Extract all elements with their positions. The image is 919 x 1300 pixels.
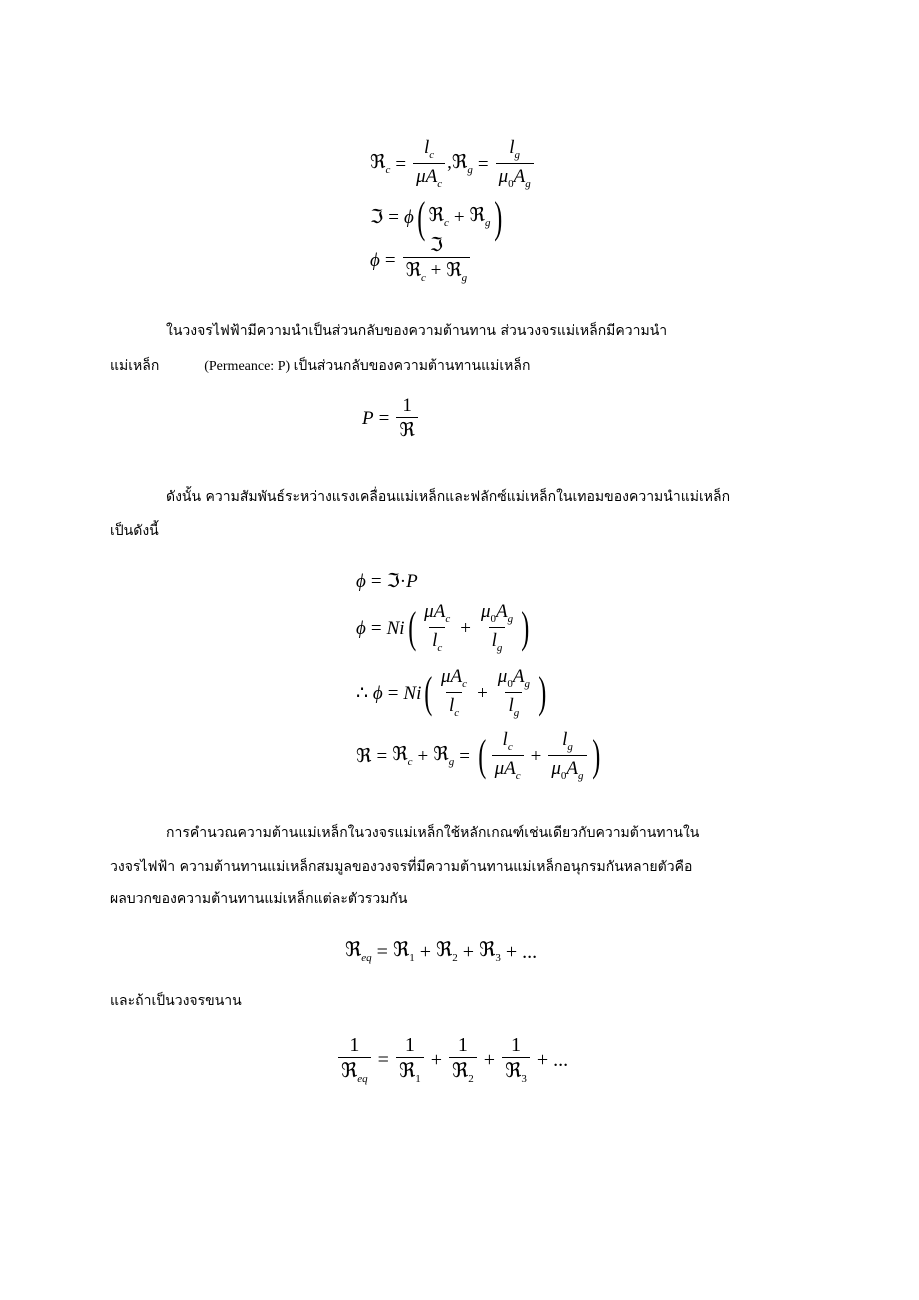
equation-series-reluctance: ℜ$_{eq}$ = ℜ$_1$ + ℜ$_2$ + ℜ$_3$ + ... <box>345 939 538 964</box>
paragraph-series-line1: การคำนวณความต้านแม่เหล็กในวงจรแม่เหล็กใช้หลักเกณฑ์เช่นเดียวกับความต้านทานใน <box>166 825 700 841</box>
equation-reluctance-core-gap: ℜ$_c$ = $\frac{l_c}{\mu A_c}$ ,ℜ$_g$ = $\frac{l_g}{\mu_0A_g}$ <box>370 138 536 190</box>
paragraph-permeance-line1: ในวงจรไฟฟ้ามีความนำเป็นส่วนกลับของความต้านทาน ส่วนวงจรแม่เหล็กมีความนำ <box>166 323 668 339</box>
paragraph-permeance-line2-word: แม่เหล็ก <box>110 358 160 374</box>
paragraph-series-line2: วงจรไฟฟ้า ความต้านทานแม่เหล็กสมมูลของวงจรที่มีความต้านทานแม่เหล็กอนุกรมกันหลายตัวคือ <box>110 859 693 875</box>
paragraph-series-line3: ผลบวกของความต้านทานแม่เหล็กแต่ละตัวรวมกัน <box>110 891 408 907</box>
paragraph-permeance-line2 <box>110 355 530 377</box>
equation-flux-permeance: ϕ = ℑ·P <box>356 571 418 592</box>
paragraph-relation-line2: เป็นดังนี้ <box>110 523 159 539</box>
equation-parallel-reluctance: $\frac{1}{ℜ_{eq}}$ = $\frac{1}{ℜ_1}$ + $\frac{1}{ℜ_2}$ + $\frac{1}{ℜ_3}$ + ... <box>336 1035 568 1085</box>
equation-therefore-flux: ∴ ϕ = Ni ( $\frac{\mu A_c}{l_c}$ + $\frac{\mu_0A_g}{l_g}$ ) <box>356 666 547 719</box>
paragraph-parallel: และถ้าเป็นวงจรขนาน <box>110 993 242 1009</box>
equation-flux: ϕ = $\frac{\text{ℑ}}{ℜ_c + ℜ_g}$ <box>370 236 472 284</box>
equation-flux-ni: ϕ = Ni ( $\frac{\mu A_c}{l_c}$ + $\frac{\mu_0A_g}{l_g}$ ) <box>356 601 530 654</box>
paragraph-relation-line1: ดังนั้น ความสัมพันธ์ระหว่างแรงเคลื่อนแม่เหล็กและฟลักซ์แม่เหล็กในเทอมของความนำแม่เหล็ก <box>166 489 731 505</box>
paragraph-permeance-line2-rest: (Permeance: P) เป็นส่วนกลับของความต้านทานแม่เหล็ก <box>204 359 531 374</box>
equation-mmf: ℑ = ϕ ( ℜ$_c$ + ℜ$_g$ ) <box>370 193 502 242</box>
equation-total-reluctance: ℜ = ℜ$_c$ + ℜ$_g$ = ( $\frac{l_c}{\mu A_c}$ + $\frac{l_g}{\mu_0A_g}$ ) <box>356 729 600 782</box>
equation-permeance: P = $\frac{1}{\text{ℜ}}$ <box>362 396 420 440</box>
